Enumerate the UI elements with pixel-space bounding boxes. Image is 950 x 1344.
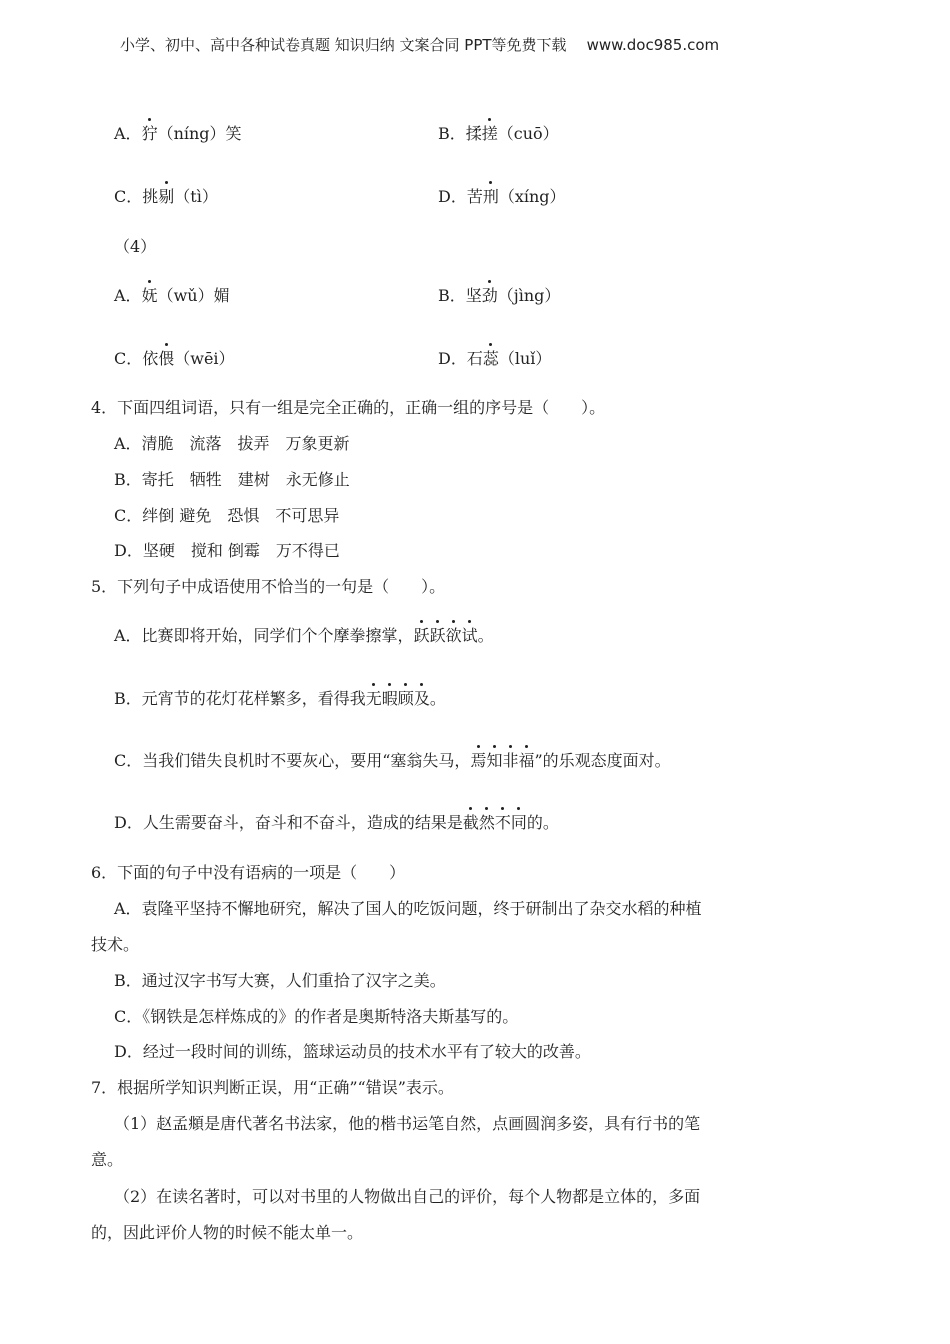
emphasis-char: 偎: [158, 347, 174, 371]
page-header: [120, 34, 719, 55]
emphasis-char: 剔: [158, 185, 174, 209]
q3-opt3-a: A．狞（níng）笑: [114, 122, 242, 146]
q4-stem: 4．下面四组词语，只有一组是完全正确的，正确一组的序号是（ ）。: [91, 398, 606, 417]
q4-option-a: A．清脆 流落 拔弄 万象更新: [114, 434, 350, 453]
emphasis-char: 狞: [142, 122, 158, 146]
emphasis-char: 劲: [482, 284, 498, 308]
q3-opt3-c: C．挑剔（tì）: [114, 185, 218, 209]
q6-option-a-cont: 技术。: [91, 935, 140, 954]
q4-option-d: D．坚硬 搅和 倒霉 万不得已: [114, 541, 340, 560]
header-text: 小学、初中、高中各种试卷真题 知识归纳 文案合同 PPT等免费下载: [120, 36, 567, 54]
q3-opt4-a: A．妩（wǔ）媚: [114, 284, 230, 308]
emphasis-char: 妩: [142, 284, 158, 308]
q6-option-b: B．通过汉字书写大赛，人们重拾了汉字之美。: [114, 971, 446, 990]
q4-option-c: C．绊倒 避免 恐惧 不可思异: [114, 506, 340, 525]
q7-part2-cont: 的，因此评价人物的时候不能太单一。: [91, 1223, 364, 1242]
emphasis-char: 搓: [482, 122, 498, 146]
q7-part2: （2）在读名著时，可以对书里的人物做出自己的评价，每个人物都是立体的，多面: [114, 1187, 701, 1206]
q3-opt4-d: D．石蕊（luǐ）: [438, 347, 551, 371]
q7-part1: （1）赵孟頫是唐代著名书法家，他的楷书运笔自然，点画圆润多姿，具有行书的笔: [114, 1114, 701, 1133]
q7-stem: 7．根据所学知识判断正误，用“正确”“错误”表示。: [91, 1078, 454, 1097]
q5-option-d: D．人生需要奋斗，奋斗和不奋斗，造成的结果是截然不同的。: [114, 811, 559, 835]
q5-option-b: B．元宵节的花灯花样繁多，看得我无暇顾及。: [114, 687, 446, 711]
emphasis-char: 蕊: [483, 347, 499, 371]
q6-stem: 6．下面的句子中没有语病的一项是（ ）: [91, 863, 406, 882]
emphasis-char: 刑: [483, 185, 499, 209]
q6-option-a: A．袁隆平坚持不懈地研究，解决了国人的吃饭问题，终于研制出了杂交水稻的种植: [114, 899, 702, 918]
q4-option-b: B．寄托 牺牲 建树 永无修止: [114, 470, 350, 489]
header-site: www.doc985.com: [586, 36, 720, 54]
q3-label-4: （4）: [114, 237, 157, 256]
q3-opt3-d: D．苦刑（xíng）: [438, 185, 566, 209]
q3-opt4-c: C．依偎（wēi）: [114, 347, 235, 371]
q3-opt4-b: B．坚劲（jìng）: [438, 284, 560, 308]
q5-option-c: C．当我们错失良机时不要灰心，要用“塞翁失马，焉知非福”的乐观态度面对。: [114, 749, 671, 773]
q6-option-c: C．《钢铁是怎样炼成的》的作者是奥斯特洛夫斯基写的。: [114, 1007, 519, 1026]
q6-option-d: D．经过一段时间的训练，篮球运动员的技术水平有了较大的改善。: [114, 1042, 591, 1061]
q7-part1-cont: 意。: [91, 1150, 124, 1169]
q5-option-a: A．比赛即将开始，同学们个个摩拳擦掌，跃跃欲试。: [114, 624, 494, 648]
q5-stem: 5．下列句子中成语使用不恰当的一句是（ ）。: [91, 577, 446, 596]
q3-opt3-b: B．揉搓（cuō）: [438, 122, 559, 146]
